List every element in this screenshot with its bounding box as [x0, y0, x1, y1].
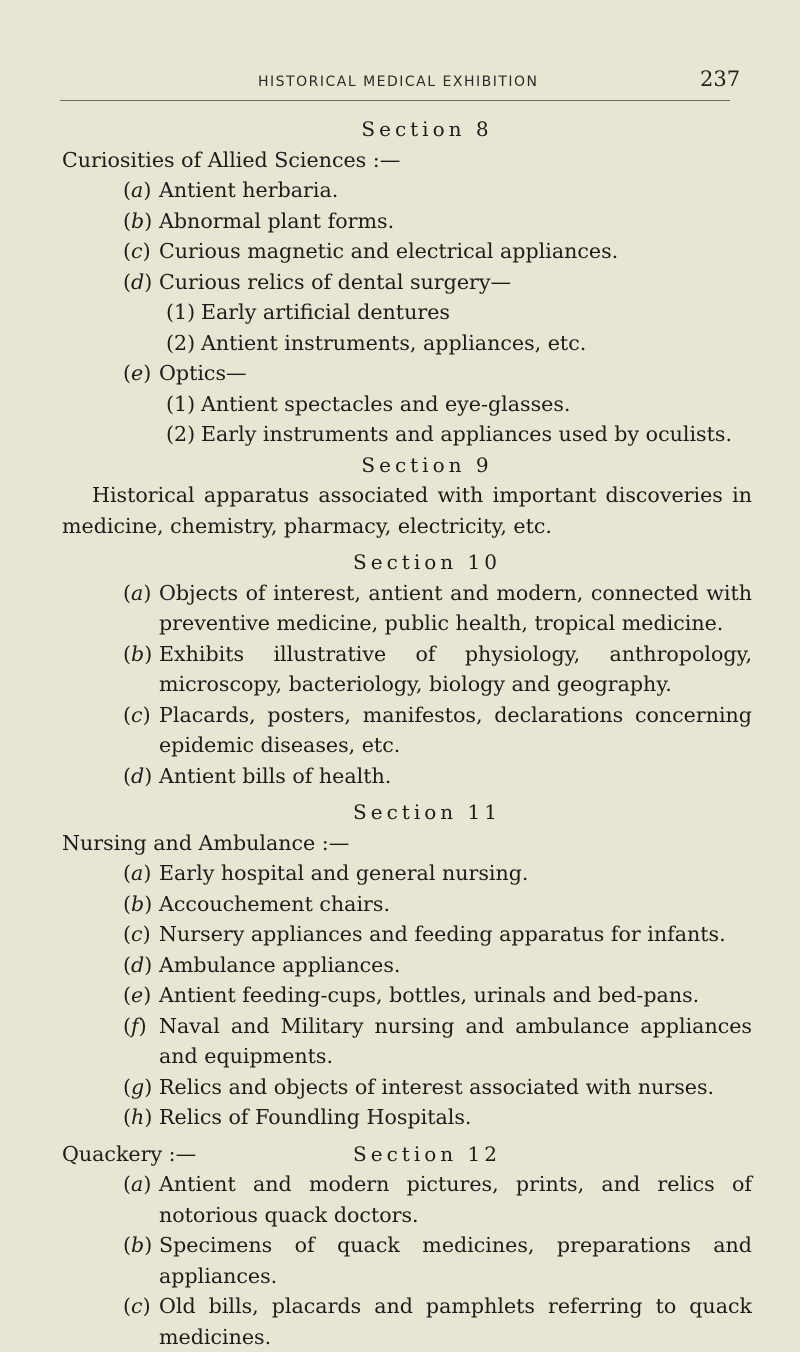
- list-item: (a) Antient herbaria.: [62, 175, 752, 206]
- section-11-intro: Nursing and Ambulance :—: [62, 830, 350, 855]
- section-12-title: Section 12: [353, 1141, 501, 1166]
- item-label: e: [131, 983, 144, 1007]
- list-item: (g) Relics and objects of interest associated with nurses.: [62, 1072, 752, 1103]
- item-text: Abnormal plant forms.: [159, 208, 395, 233]
- page-number: 237: [700, 67, 741, 91]
- dental-sublist: [159, 297, 752, 358]
- section-12-intro: Quackery :—: [62, 1141, 197, 1166]
- list-item: (e) Antient feeding-cups, bottles, urinals and bed-pans.: [62, 980, 752, 1011]
- item-label: a: [131, 861, 144, 885]
- item-text: Nursery appliances and feeding apparatus for infants.: [159, 922, 726, 946]
- header-rule: [60, 100, 730, 101]
- item-label: f: [131, 1013, 139, 1038]
- section-8-list: [62, 175, 752, 450]
- item-text: Objects of interest, antient and modern, connected with preventive medicine, public health, tropical medicine.: [159, 580, 752, 635]
- list-item: (b) Abnormal plant forms.: [62, 206, 752, 237]
- section-11-title: Section 11: [353, 800, 501, 824]
- section-11-list: [62, 858, 752, 1133]
- list-item: (a) Early hospital and general nursing.: [62, 858, 752, 889]
- section-10-title: Section 10: [353, 550, 501, 574]
- item-text: Antient and modern pictures, prints, and relics of notorious quack doctors.: [159, 1172, 752, 1227]
- list-item: (c) Placards, posters, manifestos, declarations concerning epidemic diseases, etc.: [62, 700, 752, 761]
- item-text: Curious magnetic and electrical appliances.: [159, 239, 619, 263]
- item-label: a: [131, 580, 144, 605]
- sub-item-text: Antient spectacles and eye-glasses.: [201, 391, 571, 416]
- list-item: (b) Accouchement chairs.: [62, 889, 752, 920]
- list-item: (b) Specimens of quack medicines, preparations and appliances.: [62, 1230, 752, 1291]
- sub-item: [62, 389, 752, 420]
- sub-item-text: Antient instruments, appliances, etc.: [201, 330, 587, 355]
- item-text: Placards, posters, manifestos, declarations concerning epidemic diseases, etc.: [159, 702, 752, 757]
- item-label: c: [131, 1294, 143, 1318]
- list-item: (c) Nursery appliances and feeding apparatus for infants.: [62, 919, 752, 950]
- item-label: b: [131, 1233, 145, 1257]
- list-item: (a) Objects of interest, antient and modern, connected with preventive medicine, public health, tropical medicine.: [62, 578, 752, 639]
- running-header: [0, 64, 800, 94]
- section-12-list: [62, 1169, 752, 1352]
- sub-item: [62, 328, 752, 359]
- item-label: d: [131, 269, 145, 294]
- item-text: Curious relics of dental surgery—: [159, 269, 512, 294]
- item-text: Exhibits illustrative of physiology, anthropology, microscopy, bacteriology, biology and geography.: [159, 641, 752, 696]
- list-item: (c) Old bills, placards and pamphlets referring to quack medicines.: [62, 1291, 752, 1352]
- sub-item-number: (1): [166, 300, 196, 324]
- list-item: (c) Curious magnetic and electrical appliances.: [62, 236, 752, 267]
- item-label: d: [131, 952, 145, 977]
- section-8-intro: Curiosities of Allied Sciences :—: [62, 147, 401, 172]
- list-item: (f) Naval and Military nursing and ambulance appliances and equipments.: [62, 1011, 752, 1072]
- list-item: (b) Exhibits illustrative of physiology, anthropology, microscopy, bacteriology, biology and geography.: [62, 639, 752, 700]
- item-text: Accouchement chairs.: [159, 891, 391, 916]
- item-text: Naval and Military nursing and ambulance appliances and equipments.: [159, 1013, 752, 1068]
- item-label: a: [131, 178, 144, 202]
- list-item: (d) Curious relics of dental surgery— (1) Early artificial dentures (2) Antient instruments, appliances, etc.: [62, 267, 752, 359]
- item-label: c: [131, 702, 143, 727]
- sub-item-number: (1): [166, 391, 196, 416]
- sub-item-text: Early artificial dentures: [201, 300, 450, 324]
- item-label: b: [131, 641, 145, 666]
- optics-sublist: [159, 389, 752, 450]
- section-10-list: [62, 578, 752, 792]
- running-title: HISTORICAL MEDICAL EXHIBITION: [258, 74, 539, 90]
- list-item: (d) Antient bills of health.: [62, 761, 752, 792]
- item-text: Antient bills of health.: [159, 763, 392, 788]
- sub-item-text: Early instruments and appliances used by oculists.: [201, 422, 732, 446]
- list-item: (d) Ambulance appliances.: [62, 950, 752, 981]
- item-label: c: [131, 922, 143, 946]
- item-label: a: [131, 1172, 144, 1196]
- item-text: Ambulance appliances.: [159, 952, 401, 977]
- page-body: [62, 114, 752, 1352]
- item-label: d: [131, 763, 145, 788]
- sub-item: [62, 297, 752, 328]
- list-item: (e) Optics— (1) Antient spectacles and eye-glasses. (2) Early instruments and appliances used by oculists.: [62, 358, 752, 450]
- item-label: b: [131, 891, 145, 916]
- item-text: Early hospital and general nursing.: [159, 861, 529, 885]
- item-text: Antient herbaria.: [159, 178, 339, 202]
- sub-item-number: (2): [166, 330, 196, 355]
- sub-item: [62, 419, 752, 450]
- list-item: (a) Antient and modern pictures, prints, and relics of notorious quack doctors.: [62, 1169, 752, 1230]
- item-text: Relics and objects of interest associated with nurses.: [159, 1074, 715, 1099]
- section-8-title: Section 8: [361, 117, 493, 141]
- sub-item-number: (2): [166, 422, 196, 446]
- item-text: Relics of Foundling Hospitals.: [159, 1105, 472, 1129]
- section-12-heading-row: [62, 1139, 752, 1170]
- item-label: g: [131, 1074, 145, 1099]
- item-label: e: [131, 361, 144, 385]
- item-text: Optics—: [159, 361, 247, 385]
- item-text: Antient feeding-cups, bottles, urinals and bed-pans.: [159, 983, 700, 1007]
- item-label: h: [131, 1105, 145, 1129]
- section-9-title: Section 9: [361, 452, 493, 477]
- item-label: c: [131, 239, 143, 263]
- list-item: (h) Relics of Foundling Hospitals.: [62, 1102, 752, 1133]
- item-label: b: [131, 208, 145, 233]
- item-text: Old bills, placards and pamphlets referring to quack medicines.: [159, 1294, 752, 1349]
- section-9-text: Historical apparatus associated with important discoveries in medicine, chemistry, pharmacy, electricity, etc.: [62, 483, 752, 538]
- item-text: Specimens of quack medicines, preparations and appliances.: [159, 1233, 752, 1288]
